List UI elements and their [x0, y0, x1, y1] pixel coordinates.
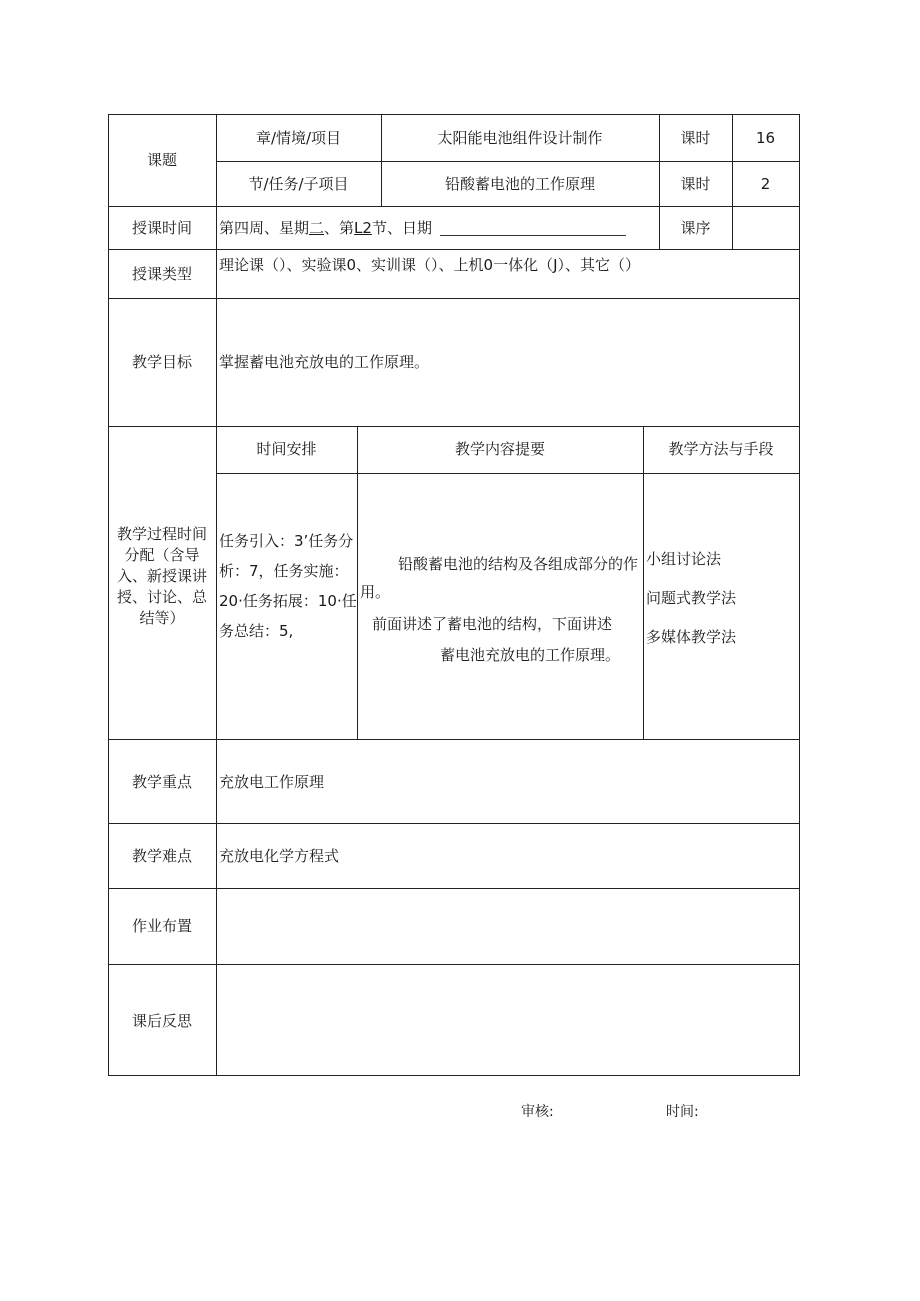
- content-line-1: 铅酸蓄电池的结构及各组成部分的作用。: [360, 555, 639, 601]
- topic-label: 课题: [146, 151, 177, 169]
- key-value: 充放电工作原理: [219, 773, 325, 791]
- col-time-header: 时间安排: [256, 440, 317, 458]
- schedule-weekday: 二: [309, 219, 325, 237]
- time-allocation: 任务引入：3’任务分析：7，任务实施：20·任务拓展：10·任务总结：5,: [219, 532, 357, 640]
- method-item: 问题式教学法: [646, 589, 737, 607]
- method-item: 多媒体教学法: [646, 628, 737, 646]
- schedule-label: 授课时间: [131, 219, 192, 237]
- schedule-text: 第四周、星期二、第L2节、日期: [219, 218, 626, 238]
- content-line-3: 蓄电池充放电的工作原理。: [440, 646, 621, 664]
- goal-label: 教学目标: [131, 353, 192, 371]
- method-item: 小组讨论法: [646, 550, 722, 568]
- schedule-period: L2: [354, 219, 372, 237]
- difficulty-label: 教学难点: [131, 847, 192, 865]
- section-label: 节/任务/子项目: [248, 175, 349, 193]
- chapter-value: 太阳能电池组件设计制作: [437, 129, 603, 147]
- hours-label-1: 课时: [680, 129, 711, 147]
- homework-label: 作业布置: [131, 917, 192, 935]
- review-label: 审核:: [521, 1104, 554, 1120]
- time-label: 时间:: [666, 1104, 699, 1120]
- section-value: 铅酸蓄电池的工作原理: [444, 175, 595, 193]
- process-label: 教学过程时间分配（含导入、新授课讲授、讨论、总结等）: [116, 525, 207, 627]
- chapter-label: 章/情境/项目: [255, 129, 342, 147]
- hours-value-2: 2: [760, 175, 771, 193]
- content-line-2: 前面讲述了蓄电池的结构，下面讲述: [372, 615, 613, 633]
- type-value: 理论课（）、实验课0、实训课（）、上机0一体化（J）、其它（）: [219, 256, 641, 274]
- order-label: 课序: [680, 219, 711, 237]
- col-content-header: 教学内容提要: [454, 440, 545, 458]
- type-label: 授课类型: [131, 265, 192, 283]
- hours-value-1: 16: [755, 129, 776, 147]
- key-label: 教学重点: [131, 773, 192, 791]
- difficulty-value: 充放电化学方程式: [219, 847, 340, 865]
- hours-label-2: 课时: [680, 175, 711, 193]
- date-blank: [440, 221, 626, 236]
- col-method-header: 教学方法与手段: [668, 440, 774, 458]
- reflection-label: 课后反思: [131, 1012, 192, 1030]
- goal-value: 掌握蓄电池充放电的工作原理。: [219, 353, 430, 371]
